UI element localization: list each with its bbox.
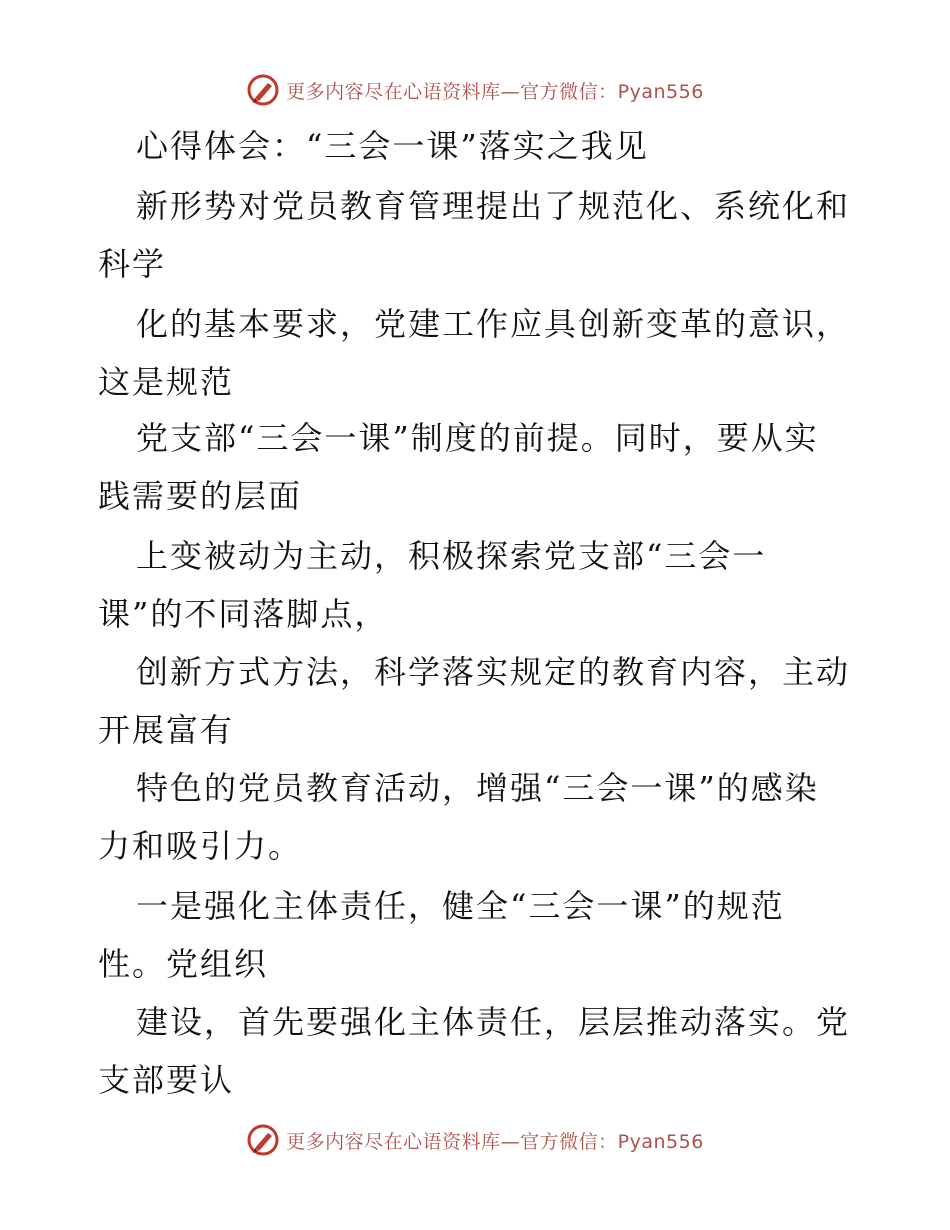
text-line: 科学 bbox=[98, 245, 167, 283]
text-line: 这是规范 bbox=[98, 363, 235, 401]
text-line: 性。党组织 bbox=[98, 945, 269, 983]
text-line: 党支部“三会一课”制度的前提。同时，要从实 bbox=[136, 419, 819, 457]
text-line: 践需要的层面 bbox=[98, 477, 303, 515]
pen-logo-icon bbox=[246, 1123, 280, 1157]
document-title: 心得体会：“三会一课”落实之我见 bbox=[136, 127, 649, 165]
pen-logo-icon bbox=[246, 73, 280, 107]
text-line: 支部要认 bbox=[98, 1061, 235, 1099]
text-line: 力和吸引力。 bbox=[98, 827, 303, 865]
footer-watermark-banner bbox=[0, 1120, 950, 1160]
footer-banner-text: 更多内容尽在心语资料库—官方微信：Pyan556 bbox=[286, 1130, 704, 1153]
text-line: 建设，首先要强化主体责任，层层推动落实。党 bbox=[136, 1003, 851, 1041]
text-line: 开展富有 bbox=[98, 711, 235, 749]
text-line: 上变被动为主动，积极探索党支部“三会一 bbox=[136, 537, 767, 575]
text-line: 课”的不同落脚点， bbox=[98, 595, 389, 633]
text-line: 化的基本要求，党建工作应具创新变革的意识， bbox=[136, 305, 851, 343]
text-line: 创新方式方法，科学落实规定的教育内容，主动 bbox=[136, 653, 851, 691]
text-line: 新形势对党员教育管理提出了规范化、系统化和 bbox=[136, 187, 851, 225]
text-line: 特色的党员教育活动，增强“三会一课”的感染 bbox=[136, 769, 819, 807]
header-banner-text: 更多内容尽在心语资料库—官方微信：Pyan556 bbox=[286, 80, 704, 103]
header-watermark-banner bbox=[0, 70, 950, 110]
text-line: 一是强化主体责任，健全“三会一课”的规范 bbox=[136, 887, 785, 925]
